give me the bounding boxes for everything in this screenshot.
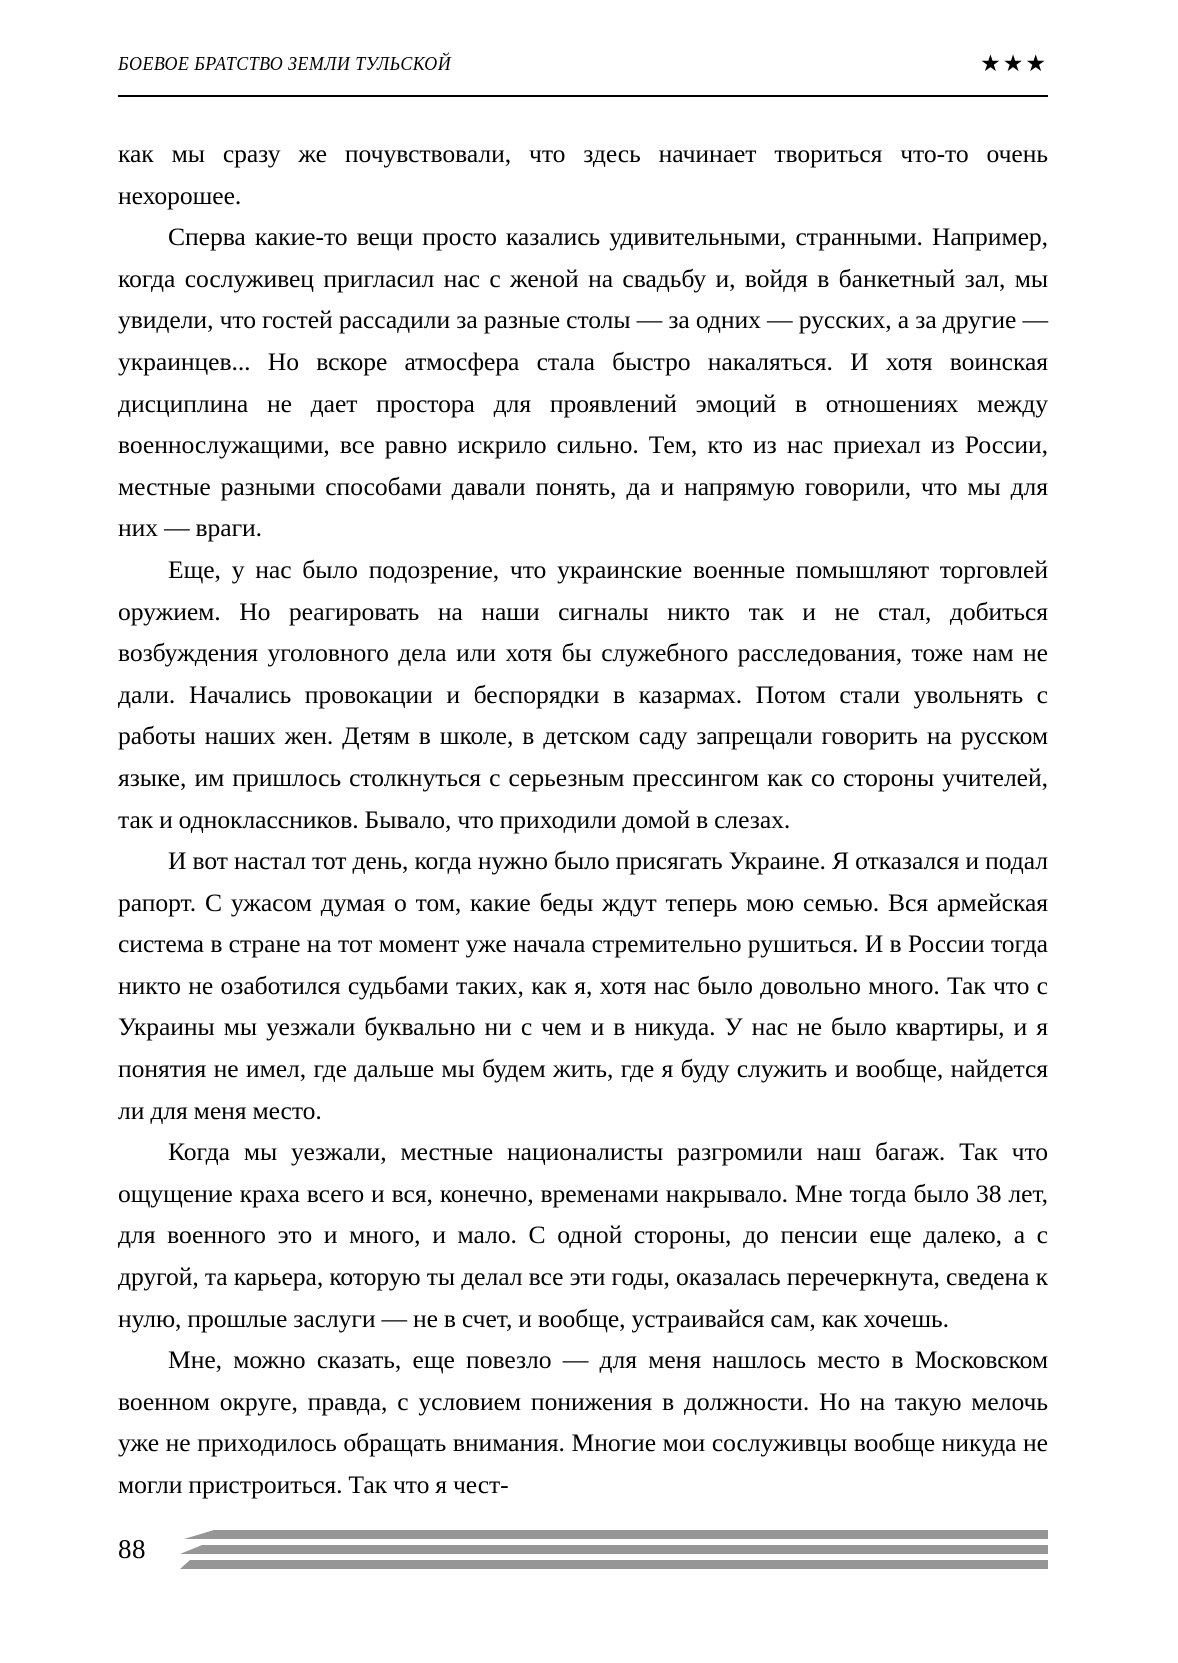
paragraph: Когда мы уезжали, местные националисты разгромили наш багаж. Так что ощущение краха всего и вся, конечно, временами накрывало. Мне тогда было 38 лет, для военного это и много, и мало. С одной стороны, до пенсии еще далеко, а с другой, та карьера, которую ты делал все эти годы, оказалась перечеркнута, сведена к нулю, прошлые заслуги — не в счет, и вообще, устраивайся сам, как хочешь.: [118, 1137, 1048, 1333]
paragraph: Еще, у нас было подозрение, что украинские военные помышляют торговлей оружием. Но реагировать на наши сигналы никто так и не стал, добиться возбуждения уголовного дела или хотя бы служебного расследования, тоже нам не дали. Начались провокации и беспорядки в казармах. Потом стали увольнять с работы наших жен. Детям в школе, в детском саду запрещали говорить на русском языке, им пришлось столкнуться с серьезным прессингом как со стороны учителей, так и одноклассников. Бывало, что приходили домой в слезах.: [118, 554, 1048, 834]
paragraph: Мне, можно сказать, еще повезло — для меня нашлось место в Московском военном округе, правда, с условием понижения в должности. Но на такую мелочь уже не приходилось обращать внимания. Многие мои сослуживцы вообще никуда не могли пристроиться. Так что я чест-: [118, 1345, 1048, 1499]
paragraph: И вот настал тот день, когда нужно было присягать Украине. Я отказался и подал рапорт. С ужасом думая о том, какие беды ждут теперь мою семью. Вся армейская система в стране на тот момент уже начала стремительно рушиться. И в России тогда никто не озаботился судьбами таких, как я, хотя нас было довольно много. Так что с Украины мы уезжали буквально ни с чем и в никуда. У нас не было квартиры, и я понятия не имел, где дальше мы будем жить, где я буду служить и вообще, найдется ли для меня место.: [118, 846, 1048, 1125]
footer-bar-top: [180, 1530, 1048, 1539]
running-head: [118, 52, 1048, 94]
header-divider: [118, 95, 1048, 97]
paragraph: Сперва какие-то вещи просто казались удивительными, странными. Например, когда сослуживец пригласил нас с женой на свадьбу и, войдя в банкетный зал, мы увидели, что гостей рассадили за разные столы — за одних — русских, а за другие — украинцев... Но вскоре атмосфера стала быстро накаляться. И хотя воинская дисциплина не дает простора для проявлений эмоций в отношениях между военнослужащими, все равно искрило сильно. Тем, кто из нас приехал из России, местные разными способами давали понять, да и напрямую говорили, что мы для них — враги.: [118, 222, 1048, 543]
footer-bar-middle: [180, 1545, 1048, 1554]
three-stars-icon: ★★★: [980, 51, 1048, 76]
body-text-column: [118, 133, 1048, 1506]
page-footer: [118, 1530, 1048, 1590]
paragraph: как мы сразу же почувствовали, что здесь начинает твориться что-то очень нехорошее.: [118, 139, 1048, 210]
footer-decoration: [180, 1530, 1048, 1572]
running-head-title: БОЕВОЕ БРАТСТВО ЗЕМЛИ ТУЛЬСКОЙ: [118, 54, 452, 75]
footer-bar-bottom: [180, 1560, 1048, 1569]
page-number: 88: [118, 1534, 146, 1564]
